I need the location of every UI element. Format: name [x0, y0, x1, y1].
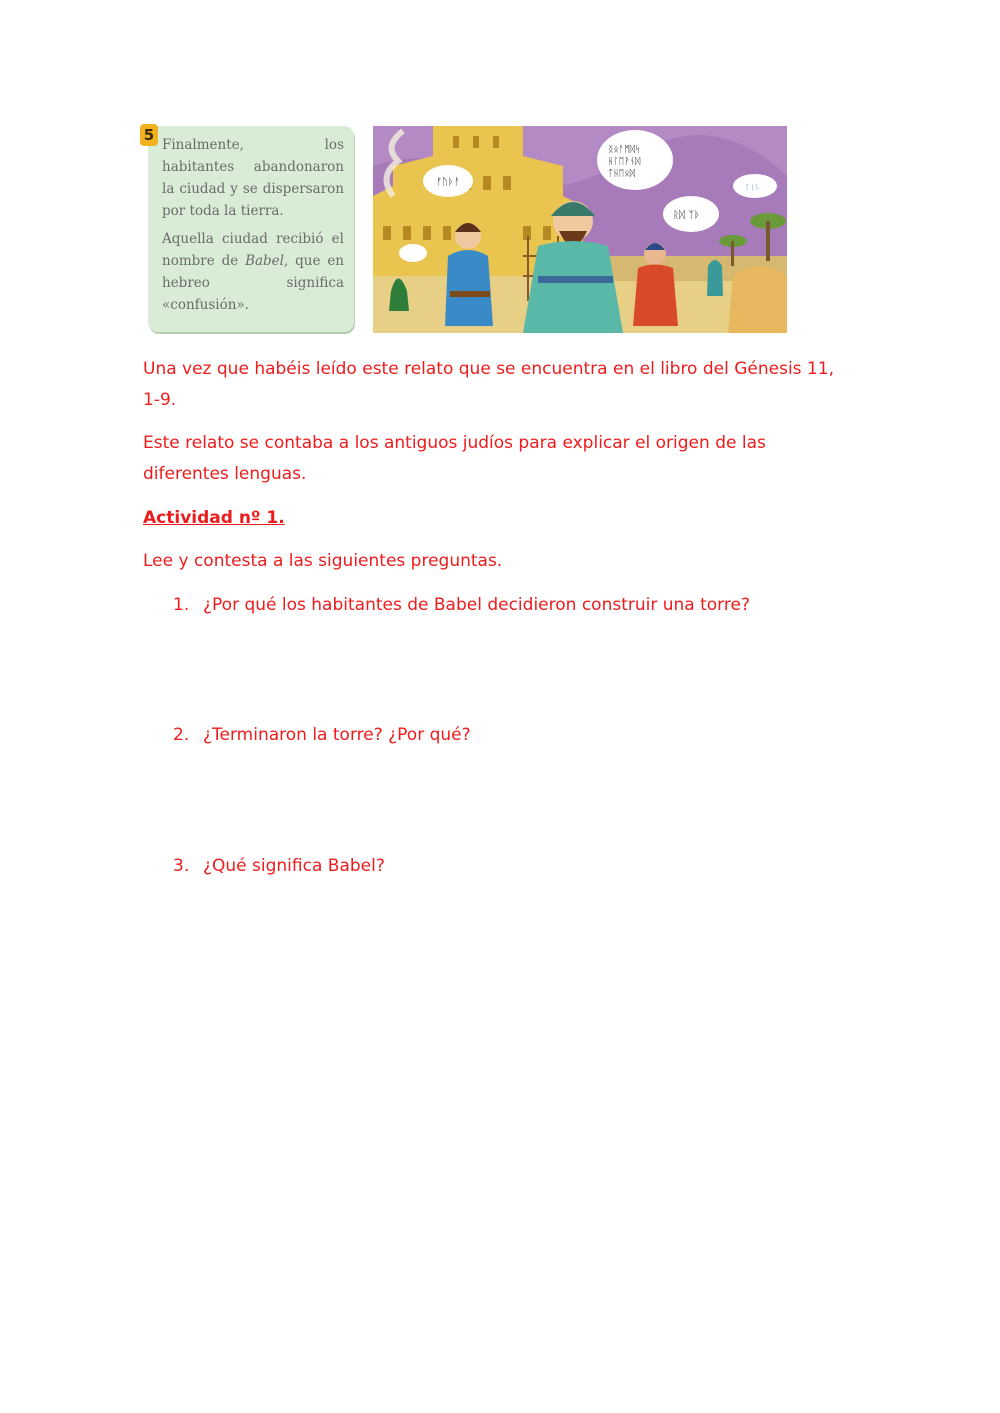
question-2 [173, 720, 471, 751]
svg-text:ᛏᚺᛖᛟᛞ: ᛏᚺᛖᛟᛞ [608, 169, 636, 179]
intro-paragraph-1: Una vez que habéis leído este relato que se encuentra en el libro del Génesis 11, 1-9. [143, 359, 834, 410]
comic-illustration-svg [373, 126, 787, 333]
svg-text:ᚱᛞ ᛉᚦ: ᚱᛞ ᛉᚦ [673, 210, 701, 221]
question-text: ¿Terminaron la torre? ¿Por qué? [203, 725, 471, 745]
question-1 [173, 590, 750, 621]
panel-text [162, 134, 344, 322]
question-3 [173, 851, 385, 882]
activity-instruction: Lee y contesta a las siguientes preguntas. [143, 551, 503, 571]
activity-heading: Actividad nº 1. [143, 508, 285, 528]
question-text: ¿Por qué los habitantes de Babel decidieron construir una torre? [203, 595, 750, 615]
panel-paragraph-2-end: , que en hebreo significa «confusión». [162, 253, 345, 313]
panel-paragraph-2-start: Aquella ciudad recibió el nombre de [162, 231, 344, 269]
panel-paragraph-2 [162, 228, 344, 316]
svg-text:ᚠᚢᚦᚨ: ᚠᚢᚦᚨ [436, 177, 460, 188]
svg-text:ᛚᛁᛊ: ᛚᛁᛊ [745, 183, 760, 192]
panel-number-badge: 5 [140, 124, 158, 146]
svg-text:ᚺᛚᛖᚹᚾᛞ: ᚺᛚᛖᚹᚾᛞ [608, 157, 641, 167]
svg-text:ᛝᛟᚨᛗᛞᛋ: ᛝᛟᚨᛗᛞᛋ [608, 145, 641, 155]
panel-babel-word: Babel [245, 253, 284, 269]
question-text: ¿Qué significa Babel? [203, 856, 385, 876]
tower-of-babel-illustration [373, 126, 787, 333]
question-number: 2. [173, 725, 190, 745]
panel-paragraph-1: Finalmente, los habitantes abandonaron la ciudad y se dispersaron por toda la tierra. [162, 137, 344, 219]
intro-paragraph-2: Este relato se contaba a los antiguos judíos para explicar el origen de las diferentes lenguas. [143, 433, 766, 484]
question-number: 1. [173, 595, 190, 615]
question-number: 3. [173, 856, 190, 876]
